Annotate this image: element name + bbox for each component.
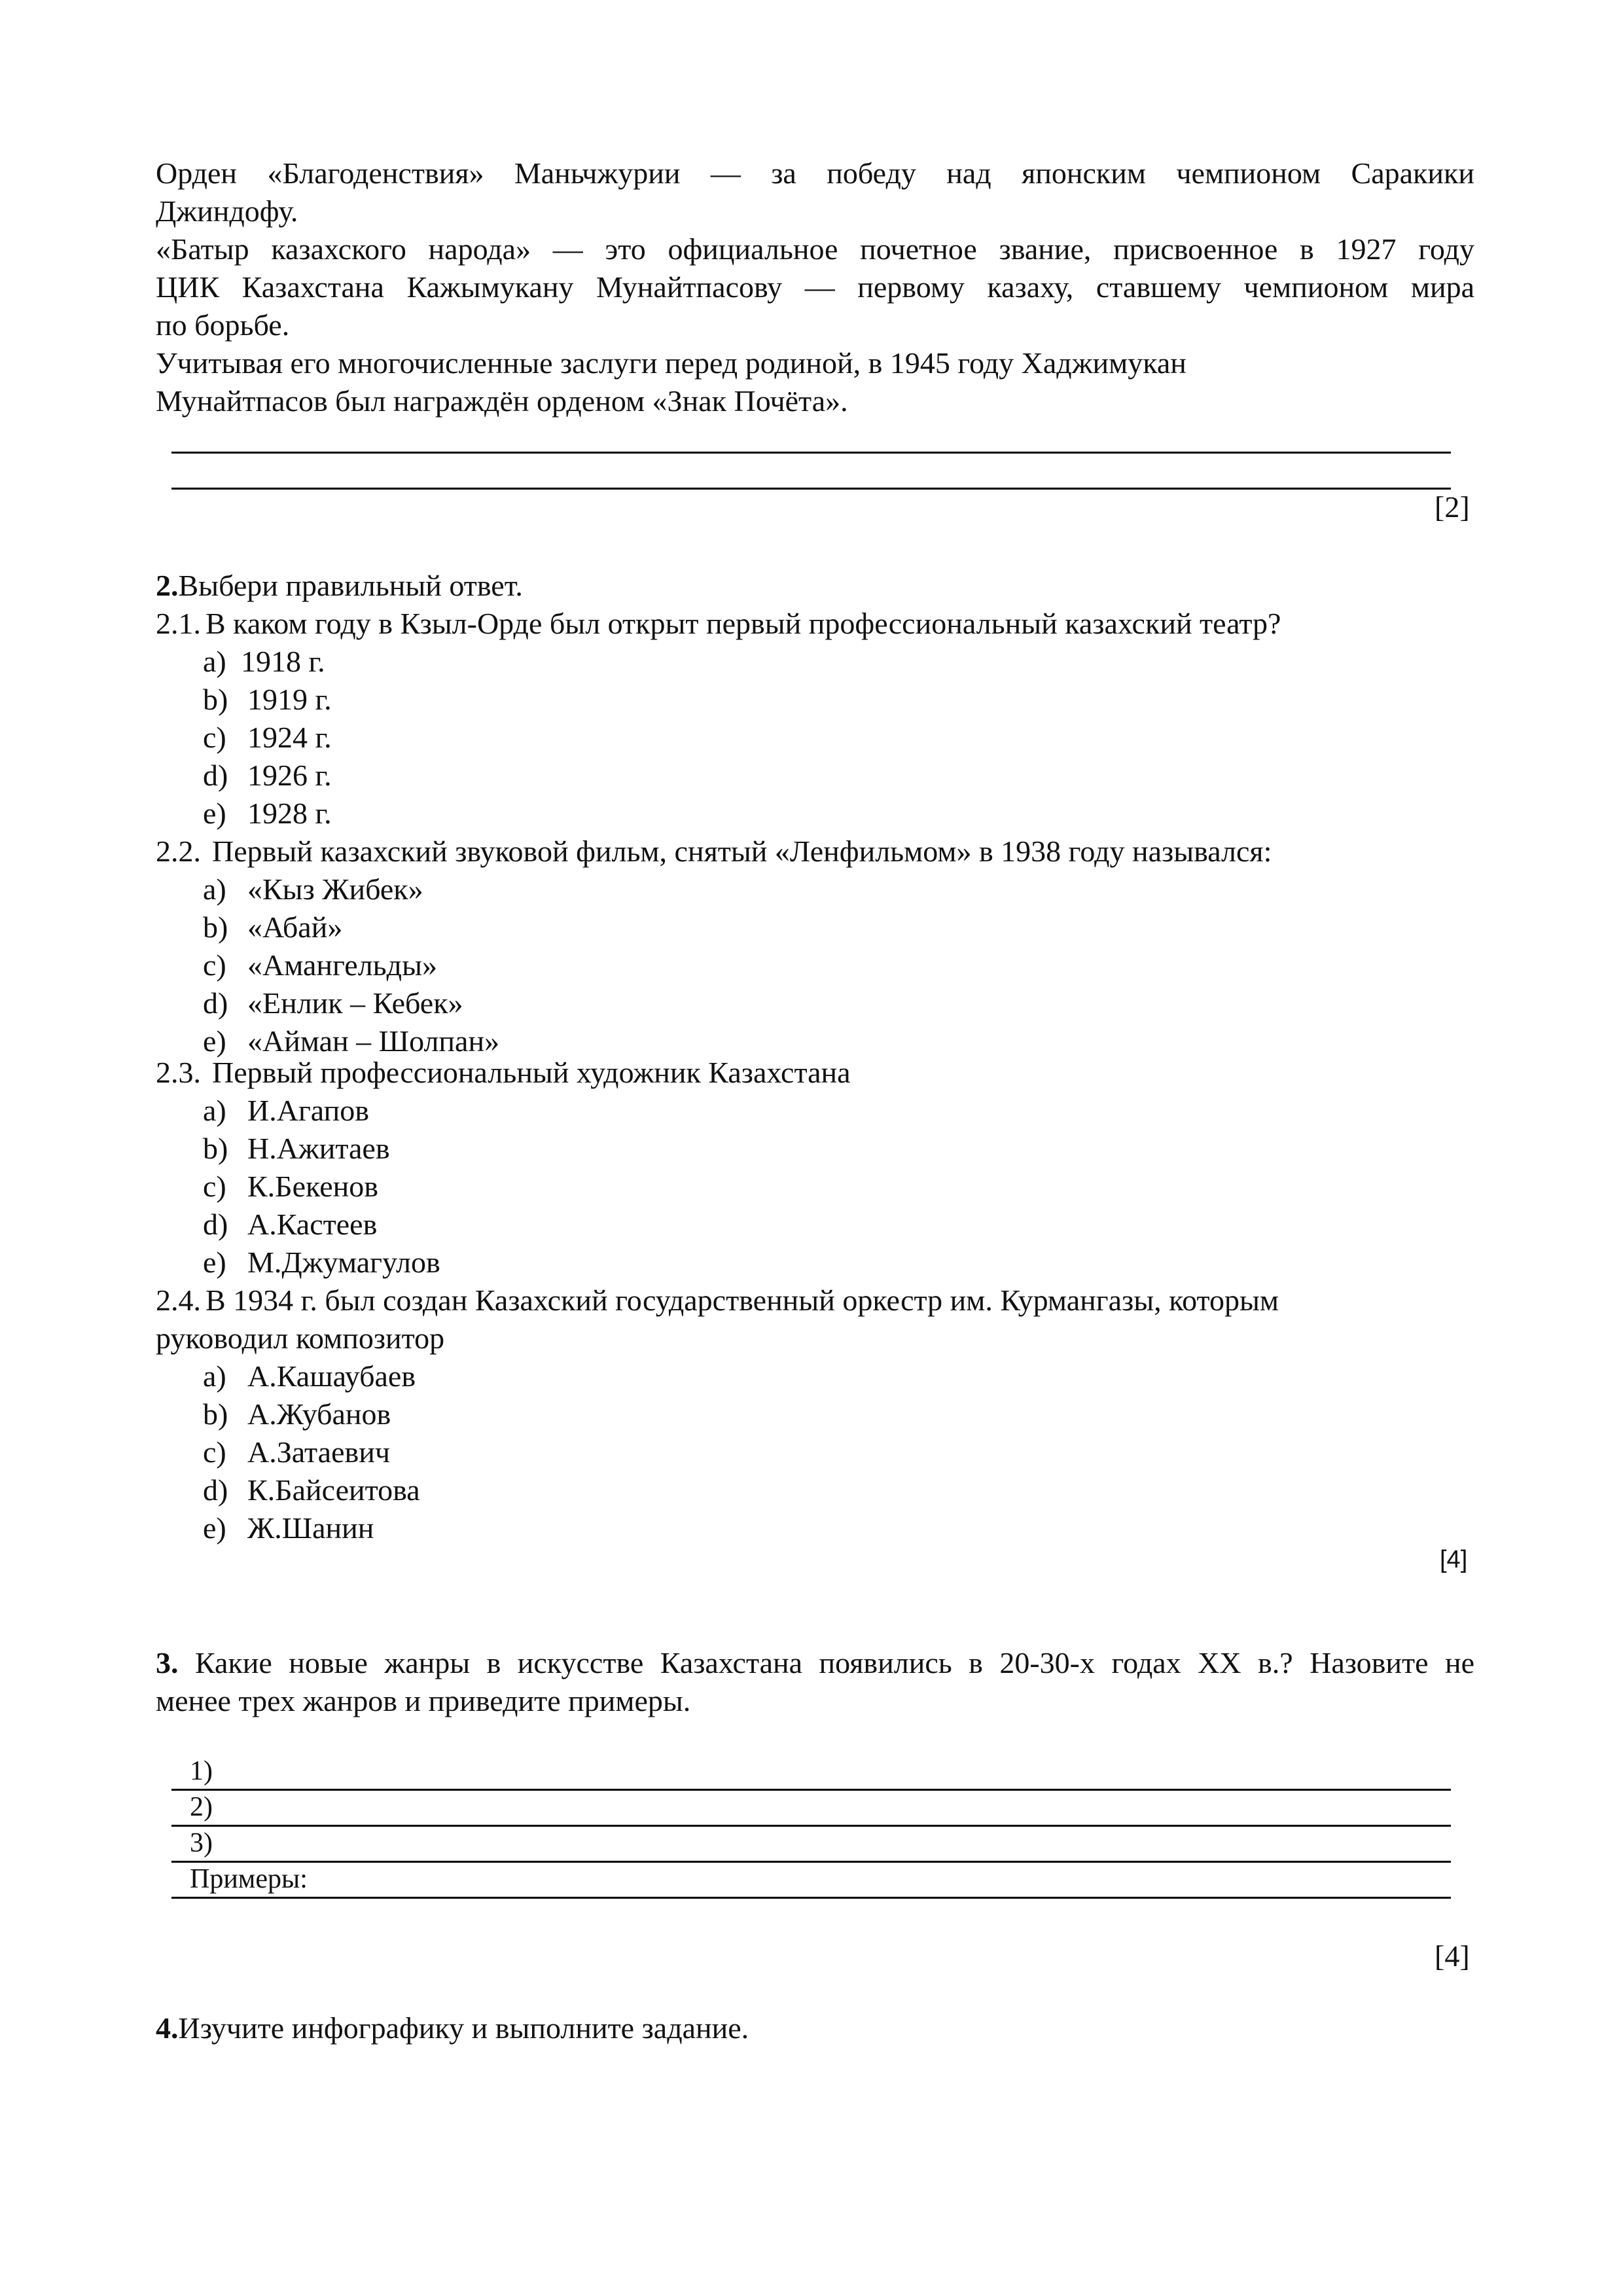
option-text: 1926 г. — [247, 759, 332, 792]
question-2-4 — [156, 1282, 1279, 1319]
answer-line[interactable] — [171, 488, 1451, 490]
option-letter: e) — [203, 1246, 226, 1279]
option-text: А.Затаевич — [247, 1435, 390, 1469]
option-text: 1924 г. — [247, 721, 332, 754]
option-text: Н.Ажитаев — [247, 1132, 390, 1165]
option-text: М.Джумагулов — [247, 1246, 440, 1279]
examples-line[interactable] — [171, 1897, 1451, 1899]
task-number: 4. — [156, 2011, 179, 2045]
score-mark: [4] — [1435, 1939, 1470, 1973]
option-text: К.Байсеитова — [247, 1473, 420, 1507]
task-title: Выбери правильный ответ. — [178, 569, 523, 602]
option-2-3-d[interactable] — [203, 1206, 377, 1244]
option-2-4-e[interactable] — [203, 1509, 374, 1547]
question-2-4-continued: руководил композитор — [156, 1321, 445, 1355]
intro-line-1: Орден «Благоденствия» Маньчжурии — за победу над японским чемпионом Саракики — [156, 156, 1474, 190]
question-label: 2.3. — [156, 1056, 201, 1089]
option-2-1-c[interactable] — [203, 719, 332, 757]
option-2-1-d[interactable] — [203, 757, 332, 795]
question-2-2 — [156, 833, 1272, 870]
option-2-4-b[interactable] — [203, 1395, 391, 1433]
option-letter: c) — [203, 721, 226, 754]
option-2-2-d[interactable] — [203, 984, 463, 1022]
option-letter: d) — [203, 986, 228, 1020]
question-label: 2.1. — [156, 607, 201, 640]
answer-line[interactable] — [171, 452, 1451, 454]
task-3-line-1 — [156, 1644, 1474, 1682]
option-2-3-b[interactable] — [203, 1130, 390, 1168]
option-2-4-a[interactable] — [203, 1357, 416, 1395]
answer-row-label: 3) — [190, 1828, 213, 1858]
option-letter: e) — [203, 1024, 226, 1058]
option-2-3-c[interactable] — [203, 1168, 378, 1206]
intro-line-5: по борьбе. — [156, 308, 290, 342]
option-text: К.Бекенов — [247, 1170, 378, 1203]
option-2-2-c[interactable] — [203, 946, 437, 984]
option-2-2-b[interactable] — [203, 908, 342, 946]
option-2-3-e[interactable] — [203, 1244, 440, 1282]
option-text: «Енлик – Кебек» — [247, 986, 463, 1020]
intro-line-4: ЦИК Казахстана Кажымукану Мунайтпасову — первому казаху, ставшему чемпионом мира — [156, 270, 1474, 304]
intro-line-3: «Батыр казахского народа» — это официальное почетное звание, присвоенное в 1927 году — [156, 232, 1474, 266]
option-letter: c) — [203, 948, 226, 982]
option-text: А.Кастеев — [247, 1208, 378, 1241]
option-text: 1918 г. — [241, 645, 325, 678]
question-label: 2.2. — [156, 834, 201, 868]
option-letter: e) — [203, 1511, 226, 1545]
question-text: Первый казахский звуковой фильм, снятый «Ленфильмом» в 1938 году назывался: — [212, 834, 1272, 868]
option-text: А.Жубанов — [247, 1397, 391, 1431]
question-text: Первый профессиональный художник Казахстана — [212, 1056, 851, 1089]
option-text: «Абай» — [247, 910, 343, 944]
option-text: И.Агапов — [247, 1094, 369, 1127]
option-letter: a) — [203, 1359, 226, 1393]
question-2-3 — [156, 1054, 851, 1092]
option-2-2-a[interactable] — [203, 870, 423, 908]
option-letter: c) — [203, 1435, 226, 1469]
option-letter: c) — [203, 1170, 226, 1203]
question-text: В каком году в Кзыл-Орде был открыт первый профессиональный казахский театр? — [205, 607, 1281, 640]
option-2-1-a[interactable] — [203, 643, 325, 681]
answer-row-label: 2) — [190, 1792, 213, 1822]
option-text: А.Кашаубаев — [247, 1359, 416, 1393]
option-text: 1928 г. — [247, 797, 332, 830]
intro-line-2: Джиндофу. — [156, 194, 298, 228]
option-letter: e) — [203, 797, 226, 830]
option-text: «Кыз Жибек» — [247, 872, 423, 906]
score-mark: [2] — [1435, 490, 1470, 524]
option-text: «Айман – Шолпан» — [247, 1024, 500, 1058]
option-letter: d) — [203, 1473, 228, 1507]
option-2-4-d[interactable] — [203, 1471, 420, 1509]
score-mark: [4] — [1440, 1546, 1468, 1573]
option-text: Ж.Шанин — [247, 1511, 374, 1545]
option-letter: b) — [203, 1397, 228, 1431]
option-text: «Амангельды» — [247, 948, 437, 982]
task-3-line-2: менее трех жанров и приведите примеры. — [156, 1684, 691, 1717]
task-4-heading — [156, 2009, 749, 2047]
question-text: В 1934 г. был создан Казахский государственный оркестр им. Курмангазы, которым — [205, 1283, 1279, 1317]
question-2-1 — [156, 605, 1281, 643]
option-2-3-a[interactable] — [203, 1092, 369, 1130]
examples-label: Примеры: — [190, 1864, 308, 1894]
option-letter: a) — [203, 872, 226, 906]
option-2-4-c[interactable] — [203, 1433, 390, 1471]
intro-line-7: Мунайтпасов был награждён орденом «Знак Почёта». — [156, 384, 848, 418]
answer-line-3[interactable] — [171, 1861, 1451, 1863]
task-3-text: Какие новые жанры в искусстве Казахстана появились в 20-30-х годах XX в.? Назовите не — [194, 1646, 1475, 1679]
task-4-text: Изучите инфографику и выполните задание. — [178, 2011, 749, 2045]
option-2-1-b[interactable] — [203, 681, 332, 719]
option-letter: b) — [203, 910, 228, 944]
option-letter: a) — [203, 1094, 226, 1127]
option-2-1-e[interactable] — [203, 795, 332, 833]
option-text: 1919 г. — [247, 683, 332, 716]
question-label: 2.4. — [156, 1283, 201, 1317]
answer-line-2[interactable] — [171, 1825, 1451, 1827]
answer-line-1[interactable] — [171, 1789, 1451, 1791]
answer-row-label: 1) — [190, 1756, 213, 1786]
option-letter: d) — [203, 1208, 228, 1241]
intro-line-6: Учитывая его многочисленные заслуги перед родиной, в 1945 году Хаджимукан — [156, 346, 1186, 380]
option-letter: d) — [203, 759, 228, 792]
option-letter: a) — [203, 645, 226, 678]
task-number: 2. — [156, 569, 179, 602]
option-letter: b) — [203, 683, 228, 716]
task-number: 3. — [156, 1646, 179, 1679]
option-letter: b) — [203, 1132, 228, 1165]
task-2-heading — [156, 567, 523, 605]
